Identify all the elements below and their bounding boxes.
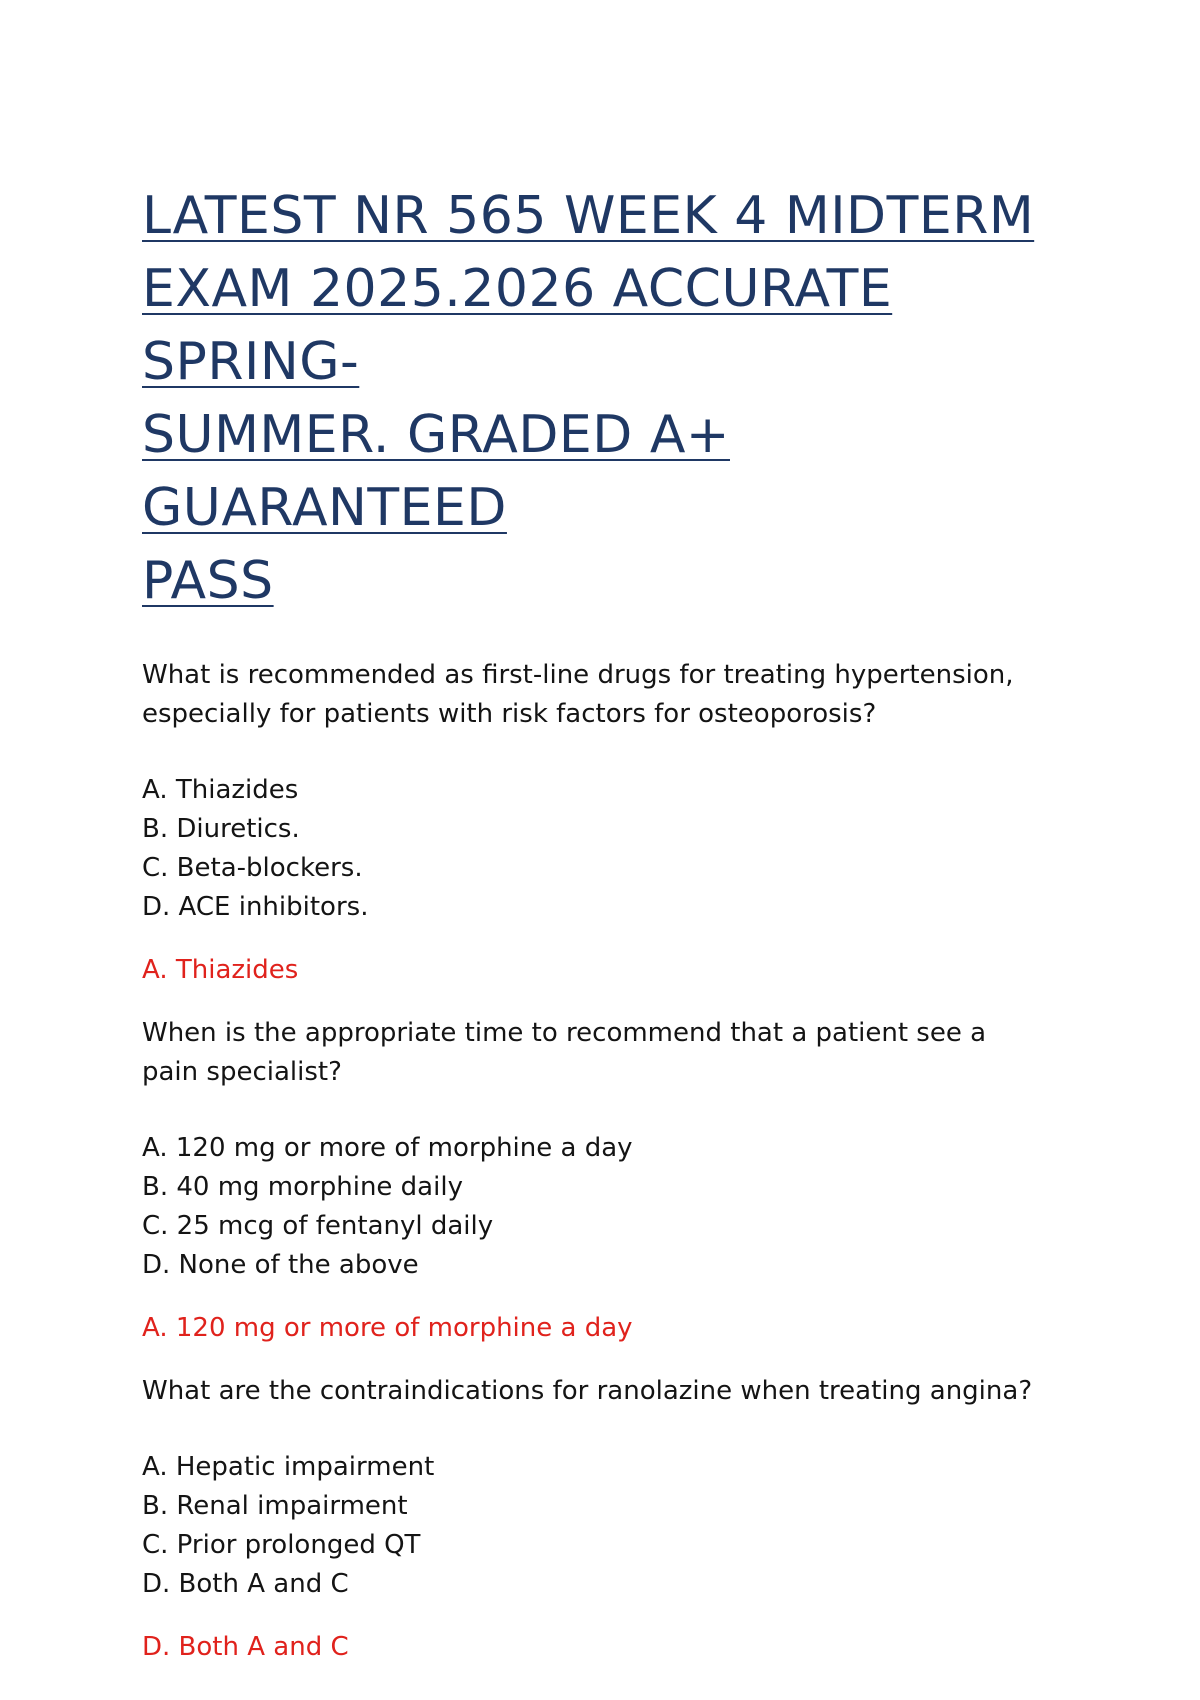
option-b: B. 40 mg morphine daily (142, 1172, 463, 1202)
title-line-1: LATEST NR 565 WEEK 4 MIDTERM (142, 186, 1035, 246)
option-b: B. Diuretics. (142, 814, 300, 844)
title-link[interactable] (142, 186, 1034, 611)
question-block-2 (142, 1014, 1060, 1348)
document-title (142, 180, 1060, 618)
title-line-4: PASS (142, 551, 274, 611)
option-d: D. Both A and C (142, 1569, 349, 1599)
correct-answer: A. Thiazides (142, 955, 299, 985)
option-d: D. None of the above (142, 1250, 419, 1280)
answer-options (142, 1129, 1060, 1285)
option-c: C. Prior prolonged QT (142, 1530, 421, 1560)
option-a: A. Hepatic impairment (142, 1452, 435, 1482)
question-block-1 (142, 656, 1060, 990)
question-block-3 (142, 1372, 1060, 1667)
option-c: C. 25 mcg of fentanyl daily (142, 1211, 494, 1241)
option-a: A. Thiazides (142, 775, 299, 805)
title-line-2: EXAM 2025.2026 ACCURATE SPRING- (142, 259, 893, 392)
correct-answer: D. Both A and C (142, 1632, 349, 1662)
question-text: What are the contraindications for ranolazine when treating angina? (142, 1376, 1033, 1406)
title-line-3: SUMMER. GRADED A+ GUARANTEED (142, 405, 730, 538)
correct-answer: A. 120 mg or more of morphine a day (142, 1313, 633, 1343)
option-c: C. Beta-blockers. (142, 853, 363, 883)
question-text: What is recommended as first-line drugs for treating hypertension, especially for patients with risk factors for osteoporosis? (142, 660, 1014, 729)
question-text: When is the appropriate time to recommend that a patient see a pain specialist? (142, 1018, 987, 1087)
option-d: D. ACE inhibitors. (142, 892, 369, 922)
answer-options (142, 771, 1060, 927)
option-b: B. Renal impairment (142, 1491, 408, 1521)
answer-options (142, 1448, 1060, 1604)
option-a: A. 120 mg or more of morphine a day (142, 1133, 633, 1163)
